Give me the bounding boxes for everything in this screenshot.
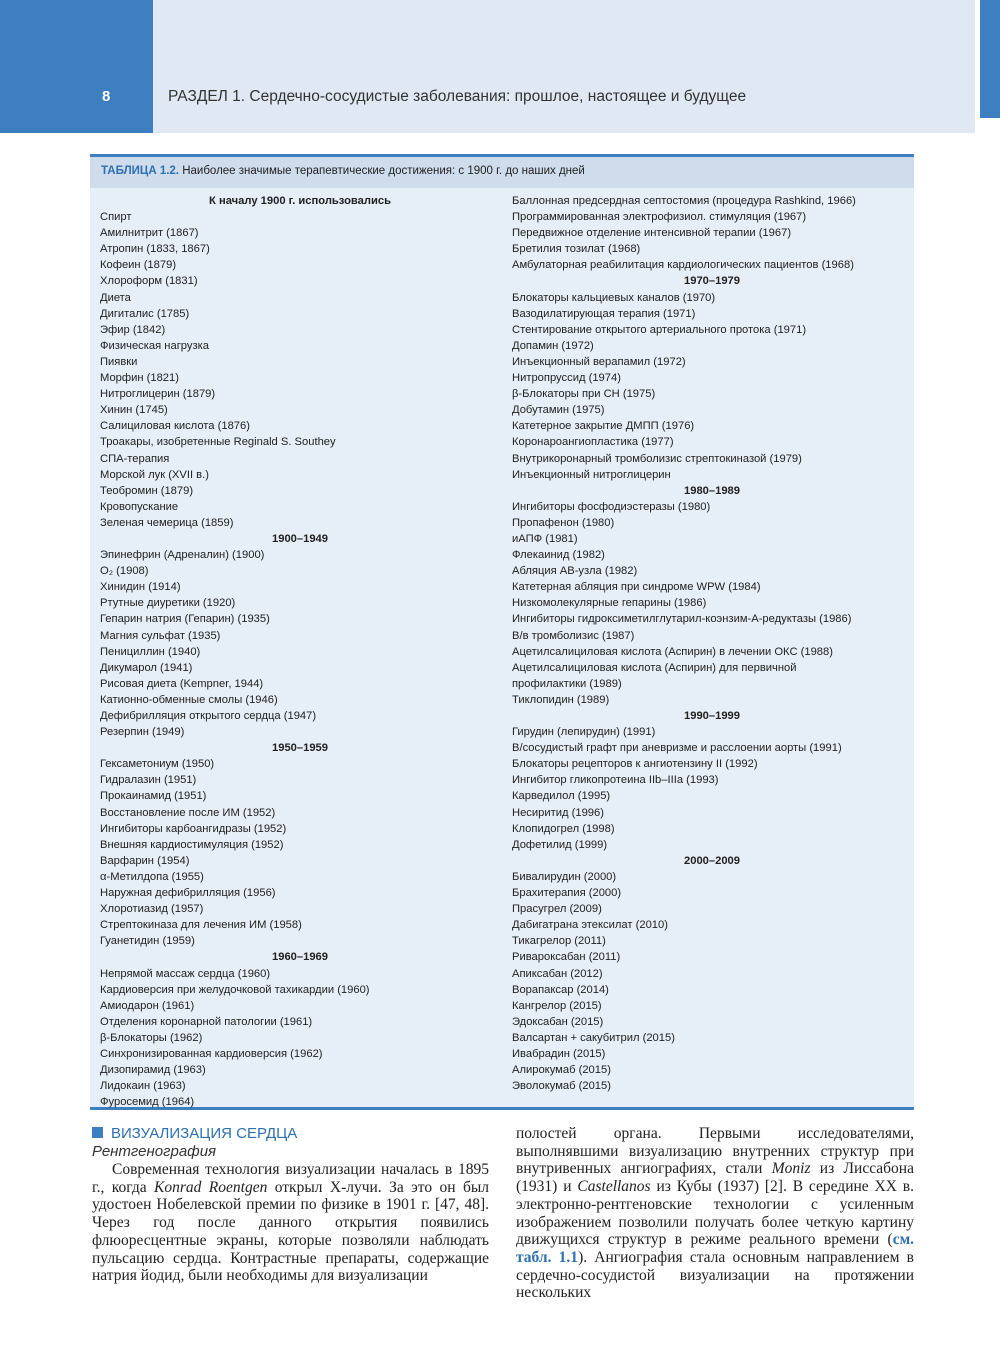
table-row: Передвижное отделение интенсивной терапии (1967) [512,227,792,240]
table-row: Гепарин натрия (Гепарин) (1935) [100,613,270,626]
table-row: Троакары, изобретенные Reginald S. Southey [100,436,336,449]
table-period-heading: К началу 1900 г. использовались [209,195,391,207]
table-row: Хинин (1745) [100,404,168,417]
table-row: Дефибрилляция открытого сердца (1947) [100,710,317,722]
table-row: Восстановление после ИМ (1952) [100,806,276,819]
table-row: Ингибиторы фосфодиэстеразы (1980) [512,500,711,513]
table-row: Низкомолекулярные гепарины (1986) [512,597,707,610]
table-row: Гуанетидин (1959) [100,935,195,948]
table-row: Дофетилид (1999) [512,838,608,851]
table-row: Непрямой массаж сердца (1960) [100,967,271,980]
table-row: Кровопускание [100,500,179,513]
table-row: Катетерное закрытие ДМПП (1976) [512,420,695,433]
table-row: Дизопирамид (1963) [100,1064,206,1077]
table-label: ТАБЛИЦА 1.2. [101,165,180,177]
table-period-heading: 1970–1979 [684,275,740,288]
table-row: Прокаинамид (1951) [100,790,207,803]
table-caption-text: Наиболее значимые терапевтические достижения: с 1900 г. до наших дней [182,165,585,177]
table-row: Эпинефрин (Адреналин) (1900) [100,549,265,562]
table-row: Тикагрелор (2011) [512,935,606,948]
table-row: Дигиталис (1785) [100,307,190,320]
article-text: из Лиссабона (1931) и [516,1160,914,1196]
table-row: Кардиоверсия при желудочковой тахикардии (1960) [100,983,370,996]
table-row: Блокаторы кальциевых каналов (1970) [512,291,716,304]
table-row: Внутрикоронарный тромболизис стрептокиназой (1979) [512,452,802,465]
table-row: Добутамин (1975) [512,404,605,417]
table-row: Атропин (1833, 1867) [100,243,210,256]
table-row: иАПФ (1981) [512,532,578,545]
table-row: Отделения коронарной патологии (1961) [100,1015,313,1028]
table-row: Наружная дефибрилляция (1956) [100,887,276,900]
table-row: Допамин (1972) [512,339,594,352]
table-row: Ворапаксар (2014) [512,983,609,996]
table-row: Амиодарон (1961) [100,999,195,1012]
header-accent-left [0,0,153,133]
table-row: Ацетилсалициловая кислота (Аспирин) для первичной [512,661,797,674]
table-period-heading: 1900–1949 [272,532,328,545]
table-row: Хинидин (1914) [100,581,181,594]
table-row: Варфарин (1954) [100,854,190,867]
therapy-milestones-table [90,154,914,1110]
article-text: из Кубы (1937) [2]. В середине XX в. электронно-рентгеновские технологии с усиленным изображением позволили получать более четкую картину движущихся структур в режиме реального времени ( [516,1178,915,1249]
table-row: Алирокумаб (2015) [512,1064,611,1077]
table-row: Ингибиторы карбоангидразы (1952) [100,822,287,835]
table-row: Инъекционный верапамил (1972) [512,355,686,368]
table-row: α-Метилдопа (1955) [100,870,204,883]
table-row: Хлоротиазид (1957) [100,903,204,916]
table-row: Хлороформ (1831) [100,275,198,288]
table-row: Апиксабан (2012) [512,967,603,980]
section-heading-text: ВИЗУАЛИЗАЦИЯ СЕРДЦА [111,1125,298,1142]
table-period-heading: 1990–1999 [684,710,740,722]
table-row: Нитроглицерин (1879) [100,388,216,401]
table-row: Кангрелор (2015) [512,999,602,1012]
table-row: Амилнитрит (1867) [100,227,199,240]
table-row: Лидокаин (1963) [100,1080,186,1093]
table-row: Резерпин (1949) [100,726,185,739]
table-row: Дабигатрана этексилат (2010) [512,919,668,932]
table-row: Внешняя кардиостимуляция (1952) [100,838,284,851]
table-row: Кофеин (1879) [100,259,177,272]
table-row: Несиритид (1996) [512,806,604,819]
table-row: Гирудин (лепирудин) (1991) [512,726,656,739]
table-left-column [100,193,500,1110]
article-text: Современная технология визуализации началась в 1895 г., когда [92,1161,489,1196]
table-caption [90,157,914,188]
table-row: Вазодилатирующая терапия (1971) [512,307,696,320]
table-row: Магния сульфат (1935) [100,629,221,642]
table-row: Прасугрел (2009) [512,903,602,916]
table-row: Диета [100,291,131,304]
table-row: Дикумарол (1941) [100,661,193,674]
table-row: Катионно-обменные смолы (1946) [100,693,278,706]
table-row: Бивалирудин (2000) [512,870,617,883]
heading-square-icon [92,1127,103,1138]
table-row: Валсартан + сакубитрил (2015) [512,1031,675,1044]
table-row: Ингибиторы гидроксиметилглутарил-коэнзим-А-редуктазы (1986) [512,613,852,626]
table-row: Пиявки [100,355,138,368]
table-row: СПА-терапия [100,452,170,465]
subheading: Рентгенография [92,1143,217,1160]
table-row: Эфир (1842) [100,323,166,336]
table-row: Зеленая чемерица (1859) [100,516,234,529]
page-number: 8 [102,88,111,105]
table-row: Ацетилсалициловая кислота (Аспирин) в лечении ОКС (1988) [512,645,833,658]
table-row: Фуросемид (1964) [100,1096,195,1109]
table-row: Стентирование открытого артериального протока (1971) [512,323,807,336]
table-row: Ртутные диуретики (1920) [100,597,236,610]
table-period-heading: 2000–2009 [684,854,740,867]
author-name: Moniz [771,1160,811,1178]
table-row: Пропафенон (1980) [512,516,615,529]
author-name: Konrad Roentgen [154,1178,268,1196]
table-row: Программированная электрофизиол. стимуляция (1967) [512,211,807,224]
table-row: В/сосудистый графт при аневризме и расслоении аорты (1991) [512,742,842,755]
table-row: Морской лук (XVII в.) [100,468,209,481]
table-row: профилактики (1989) [512,677,622,690]
table-row: Клопидогрел (1998) [512,822,615,835]
table-row: Рисовая диета (Kempner, 1944) [100,677,264,690]
table-row: Ривароксабан (2011) [512,951,621,964]
table-row: Морфин (1821) [100,372,179,385]
table-period-heading: 1980–1989 [684,484,740,497]
table-row: Тиклопидин (1989) [512,693,610,706]
table-row: Коронароангиопластика (1977) [512,436,674,449]
table-row: Физическая нагрузка [100,339,209,352]
article-right-column [516,1125,914,1302]
table-row: Гексаметониум (1950) [100,758,215,771]
table-row: Теобромин (1879) [100,484,194,497]
table-row: Гидралазин (1951) [100,774,197,787]
article-text: полостей органа. Первыми исследователями, выполнявшими визуализацию внутренних структур при внутривенных ангиографиях, стали [516,1125,914,1178]
table-row: Эдоксабан (2015) [512,1015,604,1028]
section-heading [92,1125,297,1142]
table-row: Карведилол (1995) [512,790,611,803]
table-row: Спирт [100,211,132,224]
table-row: β-Блокаторы при СН (1975) [512,388,656,401]
table-row: Катетерная абляция при синдроме WPW (1984) [512,581,761,594]
table-reference-link[interactable]: см. табл. 1.1 [516,1231,914,1266]
table-row: Абляция АВ-узла (1982) [512,565,638,578]
table-row: Бретилия тозилат (1968) [512,243,641,256]
table-period-heading: 1950–1959 [272,742,328,755]
table-row: Инъекционный нитроглицерин [512,468,671,481]
table-row: Стрептокиназа для лечения ИМ (1958) [100,919,302,932]
header-accent-right [980,0,1000,118]
table-row: Эволокумаб (2015) [512,1080,611,1093]
table-row: β-Блокаторы (1962) [100,1031,203,1044]
table-period-heading: 1960–1969 [272,951,328,964]
table-row: Флекаинид (1982) [512,549,605,562]
table-row: Баллонная предсердная септостомия (процедура Rashkind, 1966) [512,195,856,207]
table-row: Пенициллин (1940) [100,645,201,658]
table-row: Нитропруссид (1974) [512,372,621,385]
article-text: ). Ангиография стала основным направлением в сердечно-сосудистой визуализации на протяжении нескольких [516,1248,914,1302]
author-name: Castellanos [577,1178,651,1196]
table-row: Салициловая кислота (1876) [100,420,250,433]
table-right-column [512,193,912,1094]
table-row: Синхронизированная кардиоверсия (1962) [100,1047,323,1060]
table-row: Амбулаторная реабилитация кардиологических пациентов (1968) [512,259,854,272]
table-row: O₂ (1908) [100,565,149,578]
table-row: Ивабрадин (2015) [512,1047,606,1060]
article-text: открыл X-лучи. За это он был удостоен Нобелевской премии по физике в 1901 г. [47, 48]. Через год после данного открытия появились флюоресцентные экраны, которые позволяли наблюдать пульсацию сердца. Контрастные препараты, содержащие натрия йодид, были необходимы для визуализации [92,1178,489,1285]
article-left-column [92,1161,489,1285]
table-row: Ингибитор гликопротеина IIb–IIIa (1993) [512,774,719,787]
table-row: Блокаторы рецепторов к ангиотензину II (1992) [512,758,758,771]
section-title: РАЗДЕЛ 1. Сердечно-сосудистые заболевания: прошлое, настоящее и будущее [168,88,747,105]
table-row: В/в тромболизис (1987) [512,629,635,642]
table-row: Брахитерапия (2000) [512,887,622,900]
